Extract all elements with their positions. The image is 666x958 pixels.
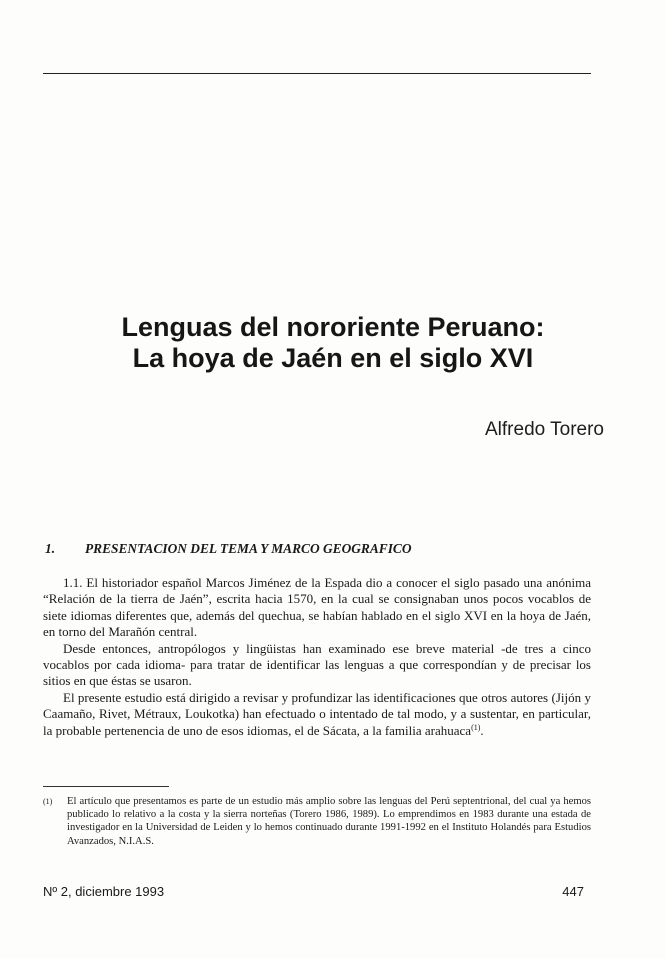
title-line-2: La hoya de Jaén en el siglo XVI <box>132 343 534 373</box>
page-number: 447 <box>562 884 584 899</box>
paragraph-3-end: . <box>480 722 484 738</box>
top-rule <box>43 73 591 74</box>
footer-issue: Nº 2, diciembre 1993 <box>43 884 165 899</box>
paragraph-1: 1.1. El historiador español Marcos Jiménez de la Espada dio a conocer el siglo pasado una anónima “Relación de la tierra de Jaén”, escrita hacia 1570, en la cual se consignaban unos pocos vocablos de siete idiomas diferentes que, además del quechua, se habían hablado en el siglo XVI en la hoya de Jaén, en torno del Marañón central. <box>43 575 591 640</box>
paragraph-2: Desde entonces, antropólogos y lingüistas han examinado ese breve material -de tres a cinco vocablos por cada idioma- para tratar de identificar las lenguas a que correspondían y de precisar los sitios en que éstas se usaron. <box>43 640 591 689</box>
footnote <box>43 795 591 848</box>
article-title <box>0 312 666 374</box>
section-number: 1. <box>45 541 56 556</box>
footnote-rule <box>43 786 169 787</box>
paragraph-3-text: El presente estudio está dirigido a revisar y profundizar las identificaciones que otros autores (Jijón y Caamaño, Rivet, Métraux, Loukotka) han efectuado o intentado de tal modo, y a sustentar, en particular, la probable pertenencia de uno de esos idiomas, el de Sácata, a la familia arahuaca <box>43 689 591 738</box>
body-text <box>43 575 591 739</box>
paragraph-3 <box>43 690 591 739</box>
footnote-marker: (1) <box>43 797 53 806</box>
title-line-1: Lenguas del nororiente Peruano: <box>121 312 545 342</box>
section-heading <box>45 541 605 557</box>
footnote-text: El artículo que presentamos es parte de un estudio más amplio sobre las lenguas del Perú septentrional, del cual ya hemos publicado lo relativo a la costa y la sierra norteñas (Torero 1986, 1989). Lo emprendimos en 1983 durante una estada de investigador en la Universidad de Leiden y lo hemos continuado durante 1991-1992 en el Instituto Holandés para Estudios Avanzados, N.I.A.S. <box>67 796 591 847</box>
author-name: Alfredo Torero <box>485 419 604 440</box>
section-title: PRESENTACION DEL TEMA Y MARCO GEOGRAFICO <box>85 541 412 556</box>
footnote-reference[interactable]: (1) <box>471 722 481 732</box>
